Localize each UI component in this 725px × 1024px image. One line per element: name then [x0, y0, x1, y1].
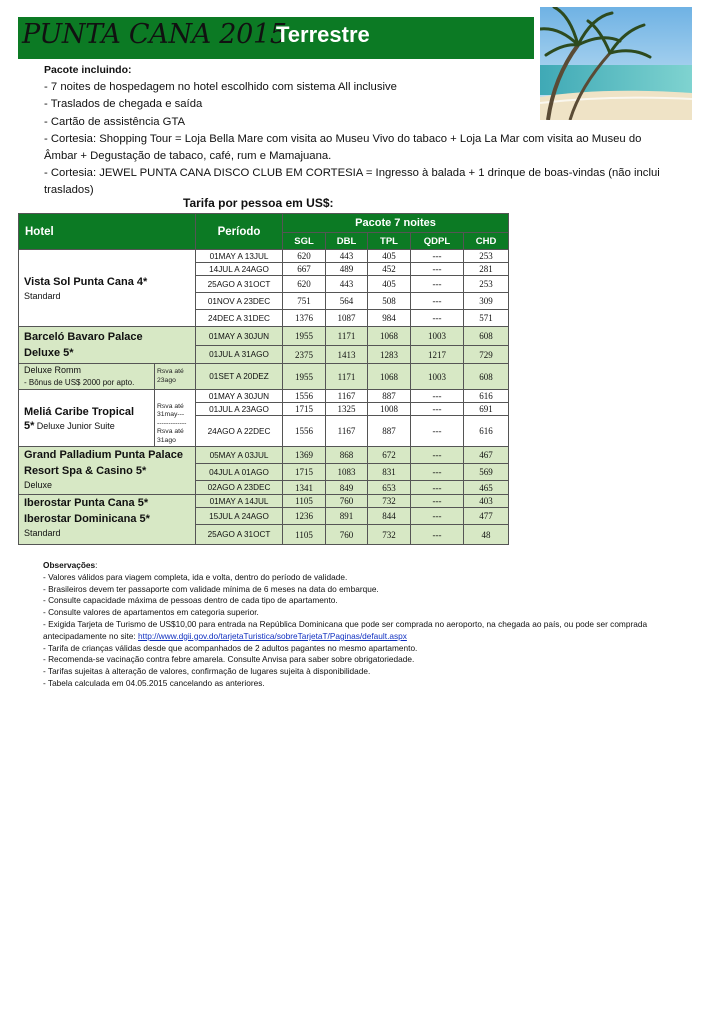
price-cell: 729	[464, 346, 509, 364]
price-cell: 620	[283, 250, 326, 263]
price-cell: ---	[411, 403, 464, 416]
price-cell: 1167	[326, 390, 368, 403]
price-cell: ---	[411, 276, 464, 293]
price-cell: ---	[411, 310, 464, 327]
hotel-iberostar	[19, 495, 196, 545]
period-cell: 24AGO A 22DEC	[196, 416, 283, 447]
price-cell: 1167	[326, 416, 368, 447]
period-cell: 15JUL A 24AGO	[196, 508, 283, 525]
include-line: - Cortesia: Shopping Tour = Loja Bella Mare com visita ao Museu Vivo do tabaco + Loja La Mar com visita ao Museu do Âmbar + Degustação de tabaco, café, rum e Mamajuana.	[44, 132, 642, 163]
price-cell: 1715	[283, 464, 326, 481]
price-cell: 508	[368, 293, 411, 310]
period-cell: 02AGO A 23DEC	[196, 481, 283, 495]
period-cell: 04JUL A 01AGO	[196, 464, 283, 481]
price-cell: 1083	[326, 464, 368, 481]
price-cell: 1087	[326, 310, 368, 327]
hotel-grand-palladium	[19, 447, 196, 495]
room-type: Standard	[24, 290, 61, 301]
price-cell: ---	[411, 525, 464, 545]
title-script: PUNTA CANA 2015	[22, 19, 287, 50]
price-cell: 443	[326, 276, 368, 293]
price-cell: 405	[368, 250, 411, 263]
tarjeta-text: - Exigida Tarjeta de Turismo de US$10,00 para entrada na República Dominicana que pode ser comprada no aeroporto, na chegada ao país, ou pode ser comprada antecipadamente no site:	[43, 618, 648, 641]
package-includes	[44, 62, 674, 200]
room-type: Deluxe	[24, 480, 53, 490]
price-cell: 691	[464, 403, 509, 416]
include-line: - Cortesia: JEWEL PUNTA CANA DISCO CLUB EM CORTESIA = Ingresso à balada + 1 drinque de boas-vindas (não inclui traslados)	[44, 167, 660, 197]
price-cell: 620	[283, 276, 326, 293]
room-info	[19, 364, 155, 390]
price-cell: ---	[411, 293, 464, 310]
hotel-name: Grand Palladium Punta Palace	[24, 449, 183, 461]
col-hotel: Hotel	[19, 214, 196, 250]
observations-heading-colon: :	[95, 560, 98, 570]
rates-table	[18, 213, 509, 545]
price-cell: ---	[411, 464, 464, 481]
price-cell: 253	[464, 250, 509, 263]
period-cell: 01JUL A 23AGO	[196, 403, 283, 416]
observation-line: - Tabela calculada em 04.05.2015 cancelando as anteriores.	[43, 677, 265, 688]
col-dbl: DBL	[326, 233, 368, 250]
price-cell: 1955	[283, 327, 326, 346]
include-line: - Traslados de chegada e saída	[44, 98, 203, 111]
observation-line: - Recomenda-se vacinação contra febre amarela. Consulte Anvisa para saber sobre obrigatoriedade.	[43, 654, 415, 665]
period-cell: 01MAY A 14JUL	[196, 495, 283, 508]
note-separator: -------------	[157, 419, 187, 427]
package-includes-heading: Pacote incluindo:	[44, 64, 132, 76]
period-cell: 01SET A 20DEZ	[196, 364, 283, 390]
hotel-name: Barceló Bavaro Palace	[24, 331, 143, 343]
hotel-name: Meliá Caribe Tropical	[24, 406, 135, 418]
period-cell: 25AGO A 31OCT	[196, 276, 283, 293]
period-cell: 14JUL A 24AGO	[196, 263, 283, 276]
price-cell: 1171	[326, 327, 368, 346]
hotel-name: Iberostar Punta Cana 5*	[24, 497, 149, 509]
price-cell: ---	[411, 250, 464, 263]
period-cell: 01MAY A 13JUL	[196, 250, 283, 263]
price-cell: 1341	[283, 481, 326, 495]
col-tpl: TPL	[368, 233, 411, 250]
period-cell: 01JUL A 31AGO	[196, 346, 283, 364]
price-cell: ---	[411, 481, 464, 495]
note-line: Rsva até 31may---	[157, 402, 185, 418]
include-line: - Cartão de assistência GTA	[44, 115, 186, 128]
room-type: Deluxe Romm	[24, 365, 82, 375]
price-cell: 608	[464, 327, 509, 346]
price-cell: 1325	[326, 403, 368, 416]
period-cell: 25AGO A 31OCT	[196, 525, 283, 545]
price-cell: 1369	[283, 447, 326, 464]
price-cell: 1105	[283, 525, 326, 545]
price-cell: 1068	[368, 364, 411, 390]
price-cell: 672	[368, 447, 411, 464]
hotel-name-line2: Resort Spa & Casino 5*	[24, 465, 147, 477]
price-cell: 751	[283, 293, 326, 310]
hotel-name: Vista Sol Punta Cana 4*	[24, 275, 148, 288]
price-cell: 1556	[283, 390, 326, 403]
hotel-vista-sol	[19, 250, 196, 327]
price-cell: 1283	[368, 346, 411, 364]
price-cell: 1556	[283, 416, 326, 447]
price-cell: 732	[368, 525, 411, 545]
price-cell: 571	[464, 310, 509, 327]
price-cell: 489	[326, 263, 368, 276]
price-cell: 452	[368, 263, 411, 276]
price-cell: 667	[283, 263, 326, 276]
observation-line: - Tarifas sujeitas à alteração de valores, confirmação de lugares sujeita à disponibilidade.	[43, 666, 371, 677]
note-spacer	[155, 390, 196, 403]
price-cell: ---	[411, 416, 464, 447]
price-cell: 1003	[411, 327, 464, 346]
col-sgl: SGL	[283, 233, 326, 250]
period-cell: 01NOV A 23DEC	[196, 293, 283, 310]
tarjeta-link[interactable]: http://www.dgii.gov.do/tarjetaTuristica/sobreTarjetaT/Paginas/default.aspx	[138, 630, 407, 641]
price-cell: 1068	[368, 327, 411, 346]
price-cell: 891	[326, 508, 368, 525]
price-cell: 653	[368, 481, 411, 495]
price-cell: 849	[326, 481, 368, 495]
price-cell: 564	[326, 293, 368, 310]
price-cell: ---	[411, 390, 464, 403]
price-cell: 1236	[283, 508, 326, 525]
price-cell: 1008	[368, 403, 411, 416]
room-type: Standard	[24, 528, 61, 538]
price-cell: 48	[464, 525, 509, 545]
observation-line: - Tarifa de crianças válidas desde que acompanhados de 2 adultos pagantes no mesmo apartamento.	[43, 642, 418, 653]
reservation-note: Rsva até 23ago	[155, 364, 196, 390]
col-chd: CHD	[464, 233, 509, 250]
price-cell: 608	[464, 364, 509, 390]
period-cell: 01MAY A 30JUN	[196, 390, 283, 403]
price-cell: 465	[464, 481, 509, 495]
price-cell: 760	[326, 495, 368, 508]
observations	[43, 560, 683, 690]
price-cell: 760	[326, 525, 368, 545]
price-cell: 1955	[283, 364, 326, 390]
price-cell: 887	[368, 416, 411, 447]
observation-line: - Consulte capacidade máxima de pessoas dentro de cada tipo de apartamento.	[43, 595, 338, 606]
price-cell: 2375	[283, 346, 326, 364]
bonus-note: - Bônus de US$ 2000 por apto.	[24, 378, 135, 387]
price-cell: 831	[368, 464, 411, 481]
price-cell: 1715	[283, 403, 326, 416]
price-cell: 616	[464, 416, 509, 447]
observation-line-tarjeta	[43, 619, 683, 643]
price-cell: ---	[411, 263, 464, 276]
price-cell: 403	[464, 495, 509, 508]
price-cell: 309	[464, 293, 509, 310]
tarifa-title: Tarifa por pessoa em US$:	[183, 196, 334, 210]
price-cell: 1003	[411, 364, 464, 390]
price-cell: 1171	[326, 364, 368, 390]
hotel-name-line2	[24, 421, 115, 431]
observation-line: - Brasileiros devem ter passaporte com validade mínima de 6 meses na data do embarque.	[43, 583, 379, 594]
observation-line: - Consulte valores de apartamentos em categoria superior.	[43, 607, 259, 618]
room-type: Deluxe Junior Suite	[36, 421, 115, 431]
price-cell: ---	[411, 508, 464, 525]
title-subtitle: Terrestre	[276, 22, 370, 47]
price-cell: 868	[326, 447, 368, 464]
observation-line: - Valores válidos para viagem completa, ida e volta, dentro do período de validade.	[43, 571, 348, 582]
period-cell: 05MAY A 03JUL	[196, 447, 283, 464]
price-cell: 1413	[326, 346, 368, 364]
hotel-melia	[19, 390, 155, 447]
hotel-stars: 5*	[24, 420, 35, 432]
price-cell: 477	[464, 508, 509, 525]
hotel-name-line2: Iberostar Dominicana 5*	[24, 513, 150, 525]
reservation-note	[155, 403, 196, 447]
observations-heading: Observações	[43, 560, 96, 570]
price-cell: 1105	[283, 495, 326, 508]
price-cell: 1376	[283, 310, 326, 327]
price-cell: 443	[326, 250, 368, 263]
price-cell: 844	[368, 508, 411, 525]
price-cell: 984	[368, 310, 411, 327]
price-cell: 569	[464, 464, 509, 481]
col-qdpl: QDPL	[411, 233, 464, 250]
price-cell: 253	[464, 276, 509, 293]
note-line: Rsva até 31ago	[157, 428, 184, 444]
hotel-barcelo	[19, 327, 196, 364]
hotel-name-line2: Deluxe 5*	[24, 347, 74, 359]
col-pacote: Pacote 7 noites	[283, 214, 509, 233]
price-cell: 1217	[411, 346, 464, 364]
price-cell: ---	[411, 447, 464, 464]
price-cell: 732	[368, 495, 411, 508]
price-cell: 887	[368, 390, 411, 403]
col-periodo: Período	[196, 214, 283, 250]
include-line: - 7 noites de hospedagem no hotel escolhido com sistema All inclusive	[44, 81, 397, 94]
price-cell: ---	[411, 495, 464, 508]
price-cell: 281	[464, 263, 509, 276]
price-cell: 616	[464, 390, 509, 403]
price-cell: 405	[368, 276, 411, 293]
period-cell: 24DEC A 31DEC	[196, 310, 283, 327]
period-cell: 01MAY A 30JUN	[196, 327, 283, 346]
price-cell: 467	[464, 447, 509, 464]
